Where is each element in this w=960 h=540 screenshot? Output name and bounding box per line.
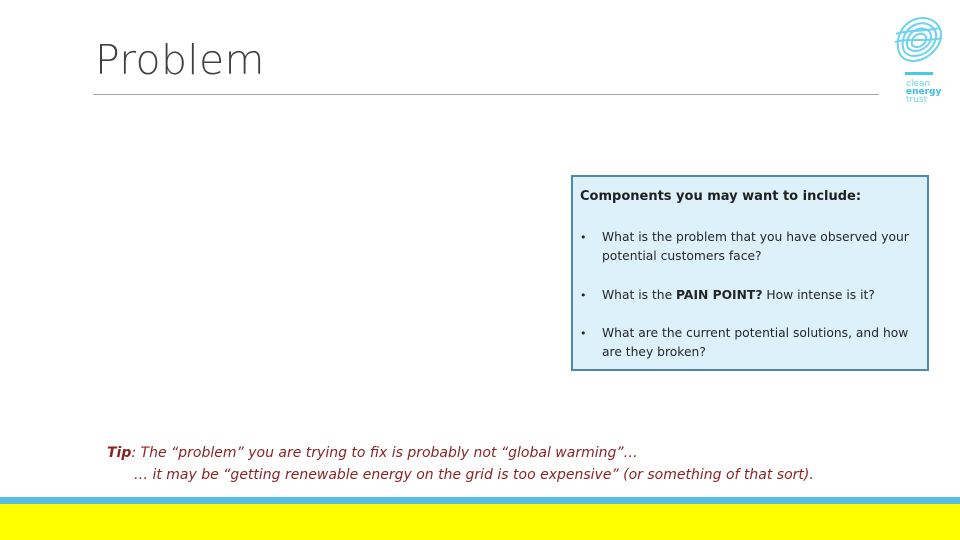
bullet-icon: •	[580, 289, 587, 302]
logo-word: clean	[906, 79, 931, 89]
tip-note	[107, 442, 814, 486]
bullet-text	[602, 286, 932, 305]
tip-label: Tip	[107, 445, 132, 461]
logo-word: energy	[906, 87, 942, 97]
pain-point-emphasis: PAIN POINT?	[676, 288, 763, 302]
slide-title: Problem	[95, 36, 265, 84]
bullet-icon: •	[580, 231, 587, 244]
title-divider	[93, 94, 879, 95]
bullet-text-before: What is the	[602, 288, 677, 302]
tip-line-1-text: : The “problem” you are trying to fix is probably not “global warming”…	[131, 445, 638, 461]
footer-blue-band	[0, 497, 960, 504]
tip-line-2: … it may be “getting renewable energy on the grid is too expensive” (or something of that sort).	[134, 467, 814, 483]
logo-word: trust	[906, 95, 928, 105]
swirl-logo-icon	[892, 14, 944, 66]
footer-yellow-band	[0, 504, 960, 540]
clean-energy-trust-logo	[890, 14, 946, 110]
logo-divider	[905, 72, 933, 75]
bullet-text: What are the current potential solutions, and how are they broken?	[602, 326, 909, 359]
bullet-icon: •	[580, 327, 587, 340]
logo-wordmark	[906, 80, 941, 104]
callout-heading: Components you may want to include:	[580, 189, 862, 204]
bullet-text: What is the problem that you have observed your potential customers face?	[602, 230, 909, 263]
components-callout-box	[571, 175, 929, 371]
bullet-text-after: How intense is it?	[762, 288, 875, 302]
tip-line-1	[107, 442, 814, 464]
